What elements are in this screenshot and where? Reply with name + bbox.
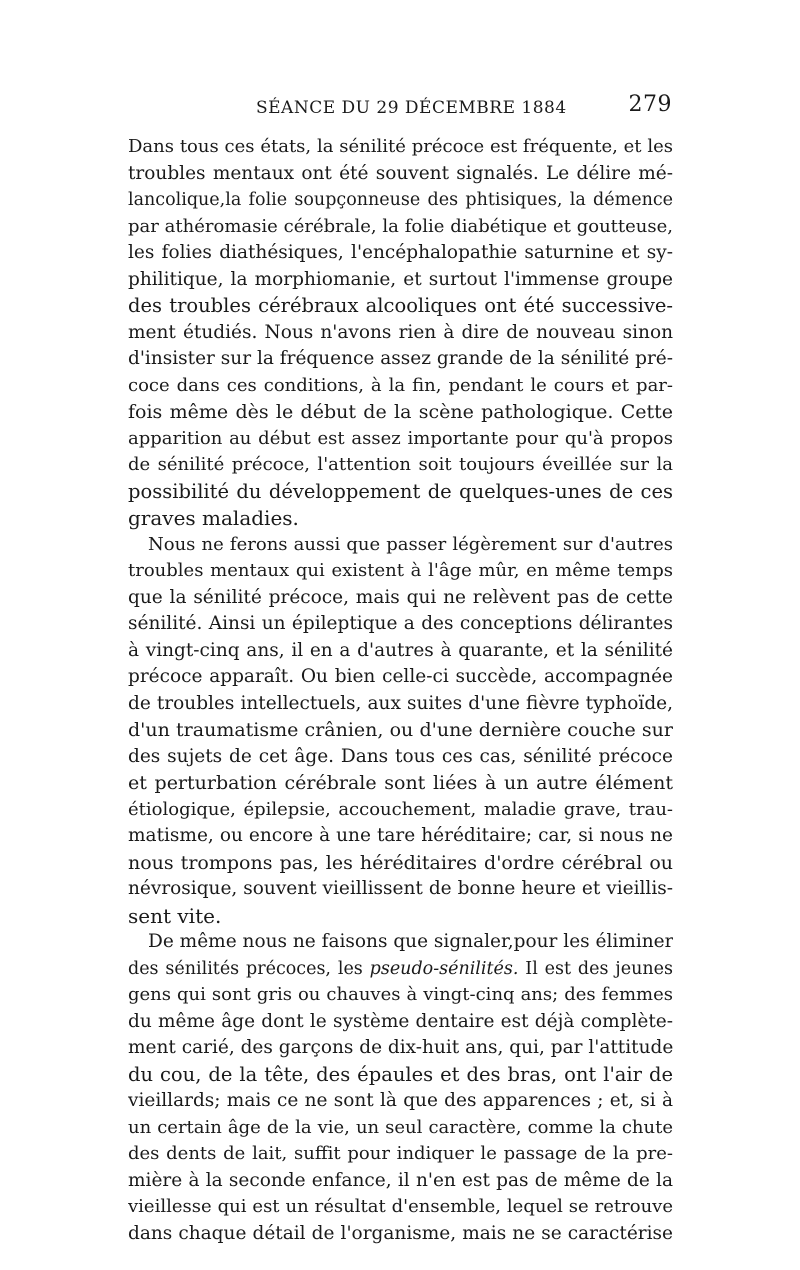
text-line: troubles mentaux qui existent à l'âge mûr, en même temps [128, 560, 673, 581]
text-line: nous trompons pas, les héréditaires d'ordre cérébral ou [128, 851, 673, 874]
text-line: matisme, ou encore à une tare héréditaire; car, si nous ne [128, 825, 673, 846]
text-segment: Il est des jeunes [525, 958, 673, 979]
text-line: du cou, de la tête, des épaules et des bras, ont l'air de [128, 1062, 673, 1086]
text-line: vieillesse qui est un résultat d'ensemble, lequel se retrouve [128, 1196, 673, 1217]
text-line: d'un traumatisme crânien, ou d'une dernière couche sur [128, 719, 673, 741]
text-line: vieillards; mais ce ne sont là que des apparences ; et, si à [128, 1090, 673, 1111]
text-line: dans chaque détail de l'organisme, mais ne se caractérise [128, 1222, 673, 1244]
text-line: les folies diathésiques, l'encéphalopathie saturnine et sy- [128, 242, 673, 263]
text-line: ment étudiés. Nous n'avons rien à dire de nouveau sinon [128, 321, 673, 343]
text-line: sent vite. [128, 903, 222, 928]
text-line: ment carié, des garçons de dix-huit ans, qui, par l'attitude [128, 1037, 673, 1058]
text-segment: des sénilités précoces, les [128, 958, 363, 979]
text-line: graves maladies. [128, 506, 299, 530]
text-line: précoce apparaît. Ou bien celle-ci succède, accompagnée [128, 666, 673, 687]
text-line: coce dans ces conditions, à la fin, pendant le cours et par- [128, 374, 673, 396]
text-line: fois même dès le début de la scène pathologique. Cette [128, 401, 673, 423]
text-line: gens qui sont gris ou chauves à vingt-cinq ans; des femmes [128, 984, 673, 1005]
text-line-mixed [128, 956, 673, 983]
text-line: des troubles cérébraux alcooliques ont été successive- [128, 294, 673, 317]
text-line: des dents de lait, suffit pour indiquer le passage de la pre- [128, 1143, 673, 1164]
text-line: d'insister sur la fréquence assez grande de la sénilité pré- [128, 348, 673, 369]
text-line: possibilité du développement de quelques-unes de ces [128, 479, 673, 503]
page-number: 279 [628, 92, 672, 117]
text-line: étiologique, épilepsie, accouchement, maladie grave, trau- [128, 798, 673, 820]
text-line: et perturbation cérébrale sont liées à un autre élément [128, 772, 673, 794]
text-line: Nous ne ferons aussi que passer légèrement sur d'autres [148, 533, 673, 555]
running-header [128, 92, 672, 126]
text-line: du même âge dont le système dentaire est déjà complète- [128, 1010, 673, 1032]
italic-term: pseudo-sénilités. [369, 958, 519, 979]
text-line: Dans tous ces états, la sénilité précoce est fréquente, et les [128, 136, 673, 157]
text-line: De même nous ne faisons que signaler,pour les éliminer [148, 931, 673, 952]
text-line: par athéromasie cérébrale, la folie diabétique et goutteuse, [128, 215, 673, 237]
text-line: de troubles intellectuels, aux suites d'une fièvre typhoïde, [128, 692, 673, 714]
text-line: à vingt-cinq ans, il en a d'autres à quarante, et la sénilité [128, 639, 673, 661]
text-line: névrosique, souvent vieillissent de bonne heure et vieillis- [128, 878, 673, 899]
text-line: sénilité. Ainsi un épileptique a des conceptions délirantes [128, 613, 673, 634]
running-title: SÉANCE DU 29 DÉCEMBRE 1884 [256, 98, 567, 118]
text-line: un certain âge de la vie, un seul caractère, comme la chute [128, 1116, 673, 1138]
text-line: des sujets de cet âge. Dans tous ces cas, sénilité précoce [128, 745, 673, 767]
body-text [128, 134, 673, 1247]
text-line: mière à la seconde enfance, il n'en est pas de même de la [128, 1169, 673, 1191]
text-line: lancolique,la folie soupçonneuse des phtisiques, la démence [128, 190, 673, 210]
text-line: troubles mentaux ont été souvent signalés. Le délire mé- [128, 162, 673, 184]
text-line: apparition au début est assez importante pour qu'à propos [128, 427, 673, 449]
text-line: que la sénilité précoce, mais qui ne relèvent pas de cette [128, 586, 673, 608]
text-line: de sénilité précoce, l'attention soit toujours éveillée sur la [128, 454, 673, 475]
text-line: philitique, la morphiomanie, et surtout l'immense groupe [128, 268, 673, 290]
